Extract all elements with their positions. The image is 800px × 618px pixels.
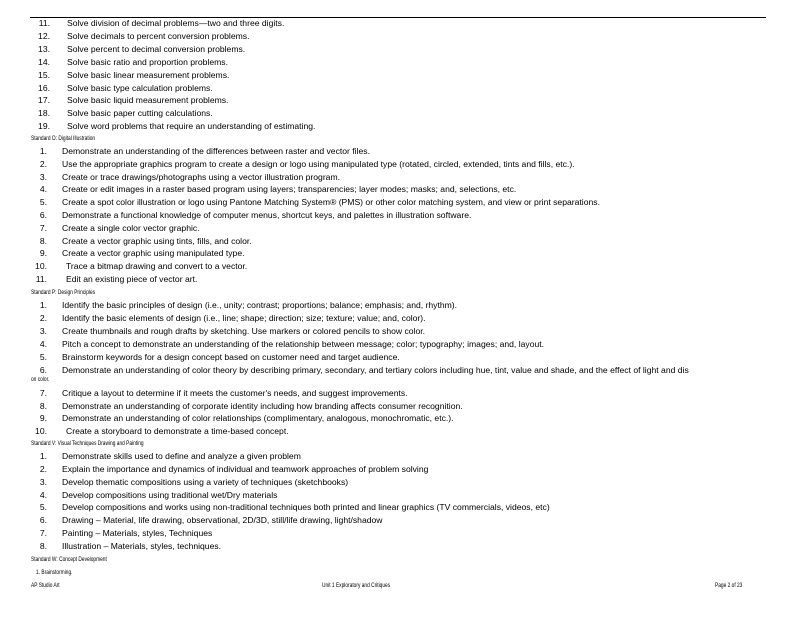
list-item-text: Solve basic liquid measurement problems.	[67, 95, 229, 106]
list-item-number: 4.	[39, 489, 47, 500]
list-item-text: Solve basic ratio and proportion problems.	[67, 56, 228, 67]
list-item	[0, 463, 766, 476]
list-item-number: 1.	[39, 146, 47, 156]
list-item	[0, 299, 766, 312]
list-item-text: Demonstrate an understanding of color theory by describing primary, secondary, and tertiary colors including hue, tint, value and shade, and the effect of light and dis	[62, 364, 689, 375]
list-item-text: Create a vector graphic using manipulated type.	[62, 248, 245, 259]
list-item-text: Solve basic linear measurement problems.	[67, 69, 230, 80]
list-item-text: Create a storyboard to demonstrate a time-based concept.	[66, 426, 289, 437]
list-item	[0, 158, 766, 171]
list-item	[0, 527, 766, 540]
list-item-text: Brainstorm keywords for a design concept based on customer need and target audience.	[62, 351, 400, 362]
list-item	[0, 69, 766, 82]
list-item-number: 7.	[39, 222, 47, 233]
list-item-number: 9.	[39, 248, 47, 259]
footer-page-number: Page 2 of 23	[715, 582, 743, 589]
list-item-number: 8.	[39, 400, 47, 411]
list-item-text: Demonstrate an understanding of color relationships (complimentary, analogous, monochromatic, etc.).	[62, 413, 454, 424]
list-item-text: Pitch a concept to demonstrate an understanding of the relationship between message; color; typography; images; and, layout.	[62, 338, 545, 349]
list-item-number: 19.	[38, 121, 50, 132]
list-item-text: Develop thematic compositions using a variety of techniques (sketchbooks)	[62, 476, 349, 487]
list-item	[0, 400, 766, 413]
list-item	[0, 325, 766, 338]
list-item	[0, 338, 766, 351]
list-item-number: 5.	[39, 502, 47, 513]
list-item-number: 8.	[39, 235, 47, 246]
list-item-text: Painting – Materials, styles, Techniques	[62, 528, 213, 539]
list-item-number: 7.	[39, 528, 47, 539]
list-item-continuation: on color.	[31, 376, 50, 383]
list-item	[0, 209, 766, 222]
list-item-text: Create or edit images in a raster based program using layers; transparencies; layer modes; masks; and, selections, etc.	[62, 184, 517, 195]
list-item	[0, 82, 766, 95]
list-item-text: Identify the basic elements of design (i.e., line; shape; direction; size; texture; value; and, color).	[62, 312, 426, 323]
list-item	[0, 260, 766, 273]
list-item-number: 10.	[35, 426, 47, 437]
list-item-number: 16.	[38, 82, 50, 93]
list-item-number: 18.	[38, 108, 50, 119]
list-item-number: 9.	[39, 413, 47, 424]
list-item-text: Trace a bitmap drawing and convert to a vector.	[66, 261, 248, 272]
list-item	[0, 30, 766, 43]
list-item-text: Identify the basic principles of design (i.e., unity; contrast; proportions; balance; emphasis; and, rhythm).	[62, 300, 458, 310]
list-item-text: Develop compositions using traditional wet/Dry materials	[62, 489, 278, 500]
list-item-text: Create a vector graphic using tints, fills, and color.	[62, 235, 252, 246]
list-item-text: Demonstrate a functional knowledge of computer menus, shortcut keys, and palettes in illustration software.	[62, 210, 472, 220]
list-item-number: 2.	[39, 463, 47, 474]
list-item	[0, 412, 766, 425]
list-item	[0, 107, 766, 120]
list-item-number: 6.	[39, 364, 47, 375]
list-item	[0, 476, 766, 489]
list-item-text: Edit an existing piece of vector art.	[66, 274, 198, 284]
standard-p-heading: Standard P: Design Principles	[31, 289, 96, 296]
list-item-text: Use the appropriate graphics program to create a design or logo using manipulated type (rotated, circled, extended, tints and fills, etc.).	[62, 158, 575, 169]
list-item-number: 4.	[39, 184, 47, 195]
list-item-text: Create thumbnails and rough drafts by sketching. Use markers or colored pencils to show color.	[62, 325, 426, 336]
list-item-number: 5.	[39, 197, 47, 208]
list-item-number: 3.	[39, 171, 47, 182]
list-item-number: 10.	[35, 261, 47, 272]
list-item-number: 6.	[39, 515, 47, 526]
list-item-text: Drawing – Material, life drawing, observational, 2D/3D, still/life drawing, light/shadow	[62, 515, 383, 526]
list-item-number: 7.	[39, 387, 47, 398]
concept-development-item: 1. Brainstorming.	[36, 569, 73, 576]
list-item-text: Solve word problems that require an understanding of estimating.	[67, 121, 316, 132]
list-item	[0, 450, 766, 463]
list-item	[0, 514, 766, 527]
list-item-number: 11.	[38, 18, 50, 28]
list-item-number: 2.	[39, 158, 47, 169]
list-item-number: 12.	[38, 30, 50, 41]
list-item-text: Create a single color vector graphic.	[62, 222, 200, 233]
list-item	[0, 235, 766, 248]
list-item	[0, 364, 766, 377]
standard-o-heading: Standard O: Digital Illustration	[31, 135, 96, 142]
list-item-text: Solve percent to decimal conversion problems.	[67, 43, 246, 54]
list-item-number: 8.	[39, 540, 47, 551]
list-item	[0, 387, 766, 400]
list-item	[0, 273, 766, 286]
standard-v-heading: Standard V: Visual Techniques Drawing and Painting	[31, 440, 144, 447]
list-item-number: 1.	[39, 451, 47, 461]
list-item-number: 2.	[39, 312, 47, 323]
list-item-text: Demonstrate an understanding of the differences between raster and vector files.	[62, 146, 370, 156]
list-item	[0, 17, 766, 30]
list-item-text: Solve basic type calculation problems.	[67, 82, 213, 93]
list-item-number: 3.	[39, 476, 47, 487]
list-item	[0, 94, 766, 107]
list-item-number: 11.	[35, 274, 47, 284]
list-item-number: 1.	[39, 300, 47, 310]
list-item	[0, 196, 766, 209]
list-item-number: 3.	[39, 325, 47, 336]
list-item	[0, 501, 766, 514]
list-item-text: Solve division of decimal problems—two and three digits.	[67, 18, 285, 28]
list-item-text: Develop compositions and works using non-traditional techniques both printed and linear graphics (TV commercials, videos, etc)	[62, 502, 550, 513]
list-item-text: Create or trace drawings/photographs using a vector illustration program.	[62, 171, 341, 182]
list-item	[0, 145, 766, 158]
list-item	[0, 56, 766, 69]
list-item-text: Illustration – Materials, styles, techniques.	[62, 540, 222, 551]
list-item	[0, 222, 766, 235]
list-item-number: 17.	[38, 95, 50, 106]
list-item-number: 4.	[39, 338, 47, 349]
list-item	[0, 351, 766, 364]
list-item	[0, 171, 766, 184]
list-item-text: Create a spot color illustration or logo using Pantone Matching System® (PMS) or other color matching system, and view or print separations.	[62, 197, 600, 208]
list-item-text: Solve decimals to percent conversion problems.	[67, 30, 250, 41]
standard-w-heading: Standard W: Concept Development	[31, 556, 107, 563]
list-item-text: Demonstrate an understanding of corporate identity including how branding affects consumer recognition.	[62, 400, 463, 411]
list-item-text: Explain the importance and dynamics of individual and teamwork approaches of problem solving	[62, 463, 429, 474]
list-item	[0, 120, 766, 133]
list-item	[0, 312, 766, 325]
list-item-number: 6.	[39, 210, 47, 220]
footer-course: AP Studio Art	[31, 582, 60, 589]
list-item	[0, 183, 766, 196]
list-item	[0, 540, 766, 553]
list-item	[0, 247, 766, 260]
list-item	[0, 43, 766, 56]
list-item-number: 5.	[39, 351, 47, 362]
list-item-text: Demonstrate skills used to define and analyze a given problem	[62, 451, 301, 461]
list-item-number: 13.	[38, 43, 50, 54]
list-item-text: Solve basic paper cutting calculations.	[67, 108, 213, 119]
list-item-number: 14.	[38, 56, 50, 67]
list-item	[0, 489, 766, 502]
footer-unit: Unit 1 Exploratory and Critiques	[322, 582, 391, 589]
list-item-text: Critique a layout to determine if it meets the customer's needs, and suggest improvements.	[62, 387, 408, 398]
list-item-number: 15.	[38, 69, 50, 80]
